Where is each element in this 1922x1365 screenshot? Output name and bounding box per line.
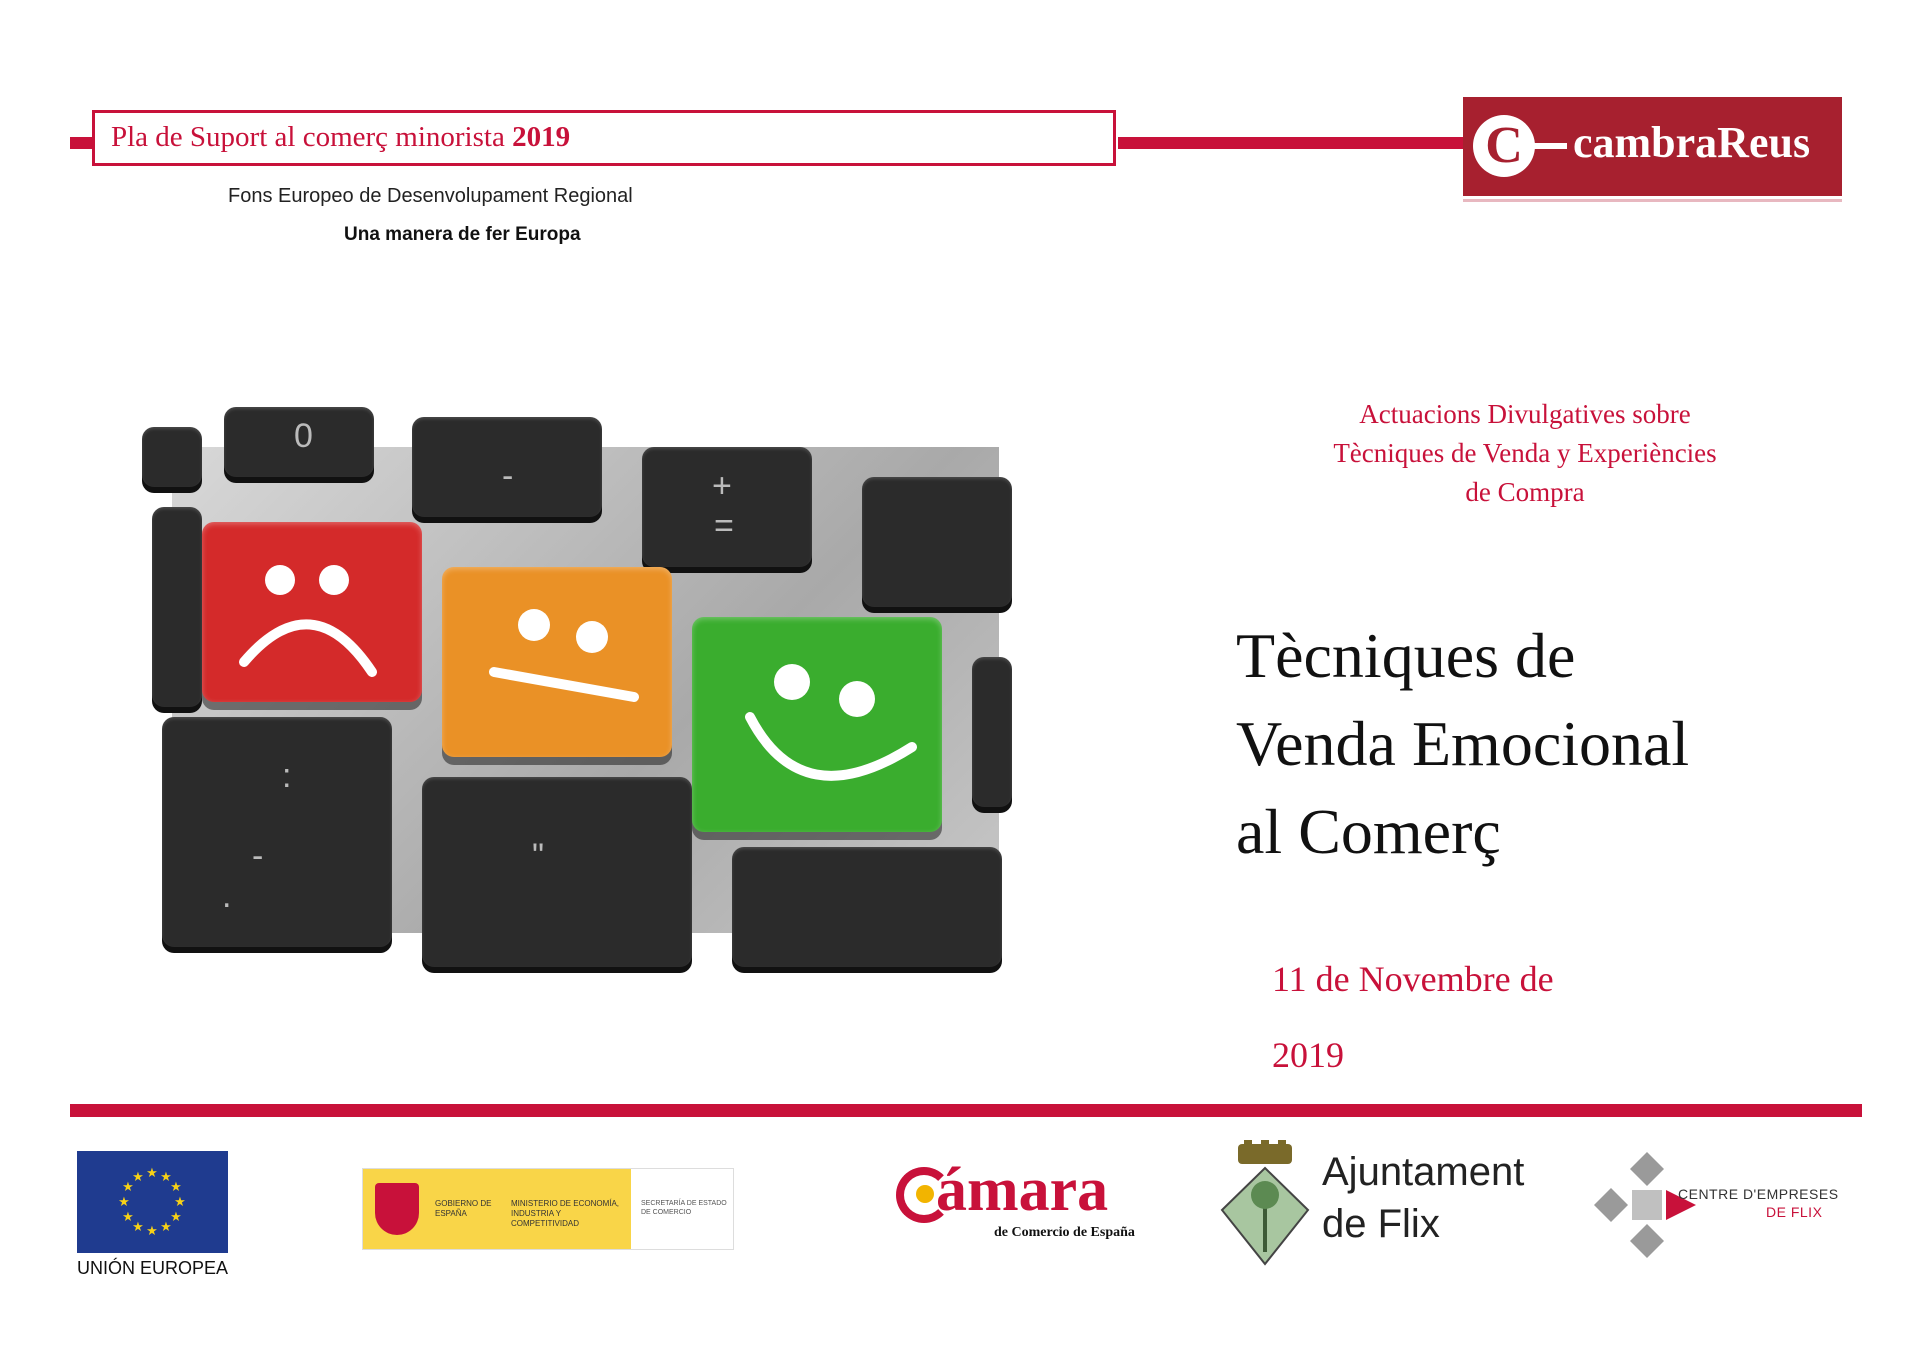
keyboard-key (732, 847, 1002, 967)
gobierno-text: GOBIERNO DE ESPAÑA (435, 1199, 492, 1218)
header-rule-left (70, 137, 94, 149)
key-glyph: . (222, 877, 232, 915)
event-date-line2: 2019 (1272, 1035, 1344, 1075)
svg-text:★: ★ (174, 1195, 186, 1210)
sad-face-icon (202, 522, 422, 702)
camara-word: ámara (936, 1156, 1109, 1224)
flix-shield-icon (1218, 1140, 1312, 1268)
actuacions-line: Actuacions Divulgatives sobre (1359, 399, 1691, 429)
happy-face-icon (692, 617, 942, 832)
fons-text: Fons Europeo de Desenvolupament Regional (228, 185, 633, 207)
plan-title-year: 2019 (512, 121, 571, 153)
centre-line2: DE FLIX (1766, 1204, 1823, 1220)
camara-subtitle: de Comercio de España (994, 1225, 1135, 1240)
camara-dot-icon (916, 1185, 934, 1203)
cambra-reus-logo (1463, 97, 1842, 196)
keyboard-key (412, 417, 602, 517)
main-title-line: Venda Emocional (1236, 708, 1690, 779)
coat-of-arms-icon (375, 1183, 419, 1235)
key-glyph: - (502, 457, 514, 495)
main-title-line: al Comerç (1236, 796, 1501, 867)
keyboard-key (224, 407, 374, 477)
keyboard-key (162, 717, 392, 947)
keyboard-emotions-image (172, 417, 999, 933)
eu-stars-icon (77, 1151, 228, 1253)
header-rule-right (1118, 137, 1463, 149)
flix-crest-icon (1218, 1140, 1312, 1268)
flix-line2: de Flix (1322, 1202, 1440, 1246)
main-title (1236, 612, 1876, 876)
main-title-line: Tècniques de (1236, 620, 1576, 691)
secretaria-text: SECRETARÍA DE ESTADO DE COMERCIO (641, 1200, 727, 1216)
svg-text:★: ★ (132, 1220, 144, 1235)
svg-text:★: ★ (122, 1210, 134, 1225)
centre-diamond-icon (1592, 1150, 1702, 1260)
actuacions-subtitle (1240, 395, 1810, 512)
centre-line1: CENTRE D'EMPRESES (1678, 1186, 1839, 1202)
svg-text:★: ★ (118, 1195, 130, 1210)
cambra-name: cambraReus (1573, 118, 1811, 167)
gobierno-espana-logo (362, 1168, 734, 1250)
key-glyph: = (714, 507, 734, 545)
event-date-line1: 11 de Novembre de (1272, 959, 1554, 999)
actuacions-line: de Compra (1465, 477, 1585, 507)
happy-face-key (692, 617, 942, 832)
key-glyph: 0 (294, 417, 313, 455)
keyboard-key (152, 507, 202, 707)
svg-text:★: ★ (146, 1166, 158, 1181)
svg-text:★: ★ (170, 1210, 182, 1225)
key-glyph: " (532, 837, 545, 875)
key-glyph: - (252, 837, 264, 875)
keyboard-key (642, 447, 812, 567)
cambra-c-icon: C (1473, 115, 1535, 177)
svg-text:★: ★ (146, 1224, 158, 1239)
svg-text:★: ★ (170, 1180, 182, 1195)
plan-title-text: Pla de Suport al comerç minorista (111, 121, 505, 153)
plan-title (111, 121, 570, 154)
svg-text:★: ★ (160, 1170, 172, 1185)
key-glyph: + (712, 467, 732, 505)
svg-text:★: ★ (160, 1220, 172, 1235)
cambra-underline (1463, 199, 1842, 202)
centre-empreses-mark-icon (1592, 1150, 1702, 1260)
keyboard-key (862, 477, 1012, 607)
svg-text:★: ★ (122, 1180, 134, 1195)
actuacions-line: Tècniques de Venda y Experiències (1333, 438, 1717, 468)
neutral-face-icon (442, 567, 672, 757)
neutral-face-key (442, 567, 672, 757)
eu-label: UNIÓN EUROPEA (77, 1258, 229, 1278)
cambra-arrow-icon (1533, 143, 1567, 149)
keyboard-key (422, 777, 692, 967)
camara-espana-logo (896, 1156, 1176, 1245)
svg-text:★: ★ (132, 1170, 144, 1185)
keyboard-key (142, 427, 202, 487)
footer-rule (70, 1104, 1862, 1117)
key-glyph: : (282, 757, 292, 795)
eu-flag-icon (77, 1151, 228, 1253)
ministerio-text: MINISTERIO DE ECONOMÍA, INDUSTRIA Y COMPETITIVIDAD (511, 1199, 620, 1228)
keyboard-key (972, 657, 1012, 807)
flix-line1: Ajuntament (1322, 1150, 1525, 1194)
plan-title-box (92, 110, 1116, 166)
sad-face-key (202, 522, 422, 702)
manera-text: Una manera de fer Europa (344, 224, 581, 245)
